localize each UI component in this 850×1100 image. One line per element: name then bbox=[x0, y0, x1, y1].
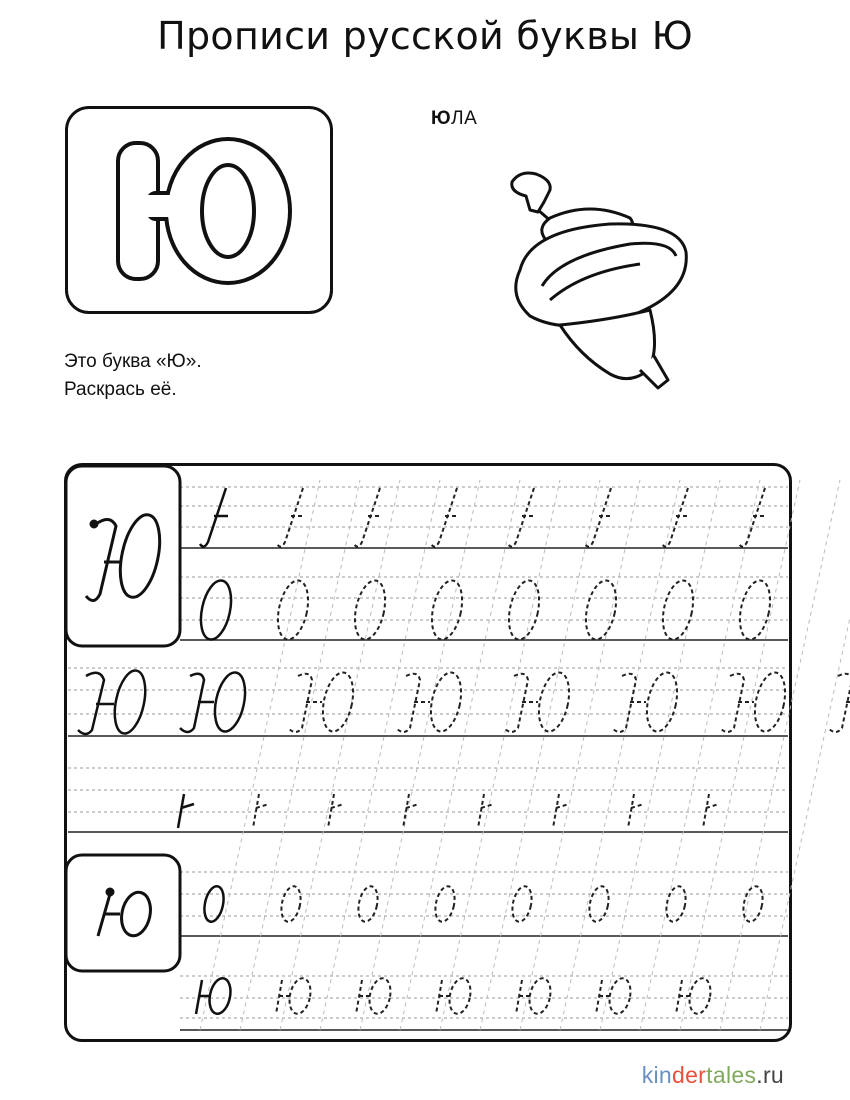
trace-oval-lower bbox=[201, 885, 226, 924]
trace-lowercase-yu bbox=[356, 976, 394, 1015]
stroke-path bbox=[508, 488, 536, 547]
slant-line bbox=[680, 480, 800, 1030]
trace-capital-yu bbox=[720, 670, 790, 735]
slant-line bbox=[280, 480, 400, 1030]
yu-stem-path bbox=[504, 674, 538, 732]
trace-oval-lower bbox=[586, 885, 611, 924]
trace-lowercase-yu bbox=[596, 976, 634, 1015]
trace-oval-capital bbox=[581, 578, 621, 643]
slant-line bbox=[320, 480, 440, 1030]
brand-logo: kindertales.ru bbox=[641, 1062, 784, 1088]
lower-yu-stem-path bbox=[676, 980, 690, 1014]
slant-line bbox=[400, 480, 520, 1030]
trace-stroke-lower bbox=[478, 794, 494, 828]
trace-lowercase-yu bbox=[196, 976, 234, 1015]
lower-oval-path bbox=[509, 885, 534, 924]
oval-path bbox=[735, 578, 775, 643]
trace-lowercase-yu bbox=[276, 976, 314, 1015]
lower-stroke-path bbox=[478, 794, 494, 828]
trace-stroke-lower bbox=[253, 794, 269, 828]
lower-oval-path bbox=[278, 885, 303, 924]
lower-yu-stem-path bbox=[596, 980, 610, 1014]
slant-line bbox=[520, 480, 640, 1030]
trace-stroke-1 bbox=[200, 488, 228, 547]
slant-line bbox=[240, 480, 360, 1030]
trace-lowercase-yu bbox=[676, 976, 714, 1015]
slant-line bbox=[480, 480, 600, 1030]
stroke-path bbox=[200, 488, 228, 547]
trace-capital-yu bbox=[396, 670, 466, 735]
trace-stroke-lower bbox=[328, 794, 344, 828]
stroke-path bbox=[277, 488, 305, 547]
lower-yu-stem-path bbox=[356, 980, 370, 1014]
stroke-path bbox=[585, 488, 613, 547]
slant-line bbox=[760, 480, 850, 1030]
trace-capital-yu bbox=[180, 670, 250, 735]
lower-yu-stem-path bbox=[196, 980, 210, 1014]
yu-oval-path bbox=[318, 670, 358, 735]
stroke-path bbox=[354, 488, 382, 547]
word-rest: ЛА bbox=[451, 108, 478, 129]
word-highlight: Ю bbox=[431, 108, 452, 129]
lower-stroke-path bbox=[403, 794, 419, 828]
trace-stroke-1 bbox=[431, 488, 459, 547]
trace-oval-lower bbox=[740, 885, 765, 924]
lower-yu-stem-path bbox=[516, 980, 530, 1014]
trace-stroke-1 bbox=[277, 488, 305, 547]
trace-oval-lower bbox=[432, 885, 457, 924]
oval-path bbox=[504, 578, 544, 643]
trace-stroke-1 bbox=[585, 488, 613, 547]
slant-line bbox=[200, 480, 320, 1030]
slant-line bbox=[720, 480, 840, 1030]
slant-line bbox=[440, 480, 560, 1030]
oval-path bbox=[196, 578, 236, 643]
lower-stroke-path bbox=[553, 794, 569, 828]
slant-line bbox=[360, 480, 480, 1030]
slant-line bbox=[640, 480, 760, 1030]
trace-stroke-lower bbox=[178, 794, 194, 828]
trace-oval-capital bbox=[427, 578, 467, 643]
trace-oval-capital bbox=[504, 578, 544, 643]
oval-path bbox=[350, 578, 390, 643]
trace-lowercase-yu bbox=[516, 976, 554, 1015]
trace-oval-lower bbox=[278, 885, 303, 924]
yu-stem-path bbox=[396, 674, 430, 732]
lower-oval-path bbox=[740, 885, 765, 924]
yu-stem-path bbox=[288, 674, 322, 732]
row3-first-capital-yu-icon bbox=[78, 668, 150, 736]
stroke-path bbox=[739, 488, 767, 547]
yu-stem-path bbox=[828, 674, 850, 732]
trace-oval-lower bbox=[509, 885, 534, 924]
yu-stem-path bbox=[720, 674, 754, 732]
trace-stroke-lower bbox=[703, 794, 719, 828]
trace-oval-capital bbox=[273, 578, 313, 643]
trace-stroke-1 bbox=[354, 488, 382, 547]
yu-oval-path bbox=[534, 670, 574, 735]
yu-oval-path bbox=[426, 670, 466, 735]
lower-stroke-path bbox=[703, 794, 719, 828]
lower-yu-stem-path bbox=[276, 980, 290, 1014]
trace-stroke-lower bbox=[553, 794, 569, 828]
instruction-line-2: Раскрась её. bbox=[64, 379, 177, 400]
lower-oval-path bbox=[432, 885, 457, 924]
yu-stem-path bbox=[612, 674, 646, 732]
trace-oval-capital bbox=[196, 578, 236, 643]
trace-oval-capital bbox=[658, 578, 698, 643]
lower-stroke-path bbox=[628, 794, 644, 828]
trace-stroke-1 bbox=[739, 488, 767, 547]
oval-path bbox=[273, 578, 313, 643]
lower-stroke-path bbox=[178, 794, 194, 828]
trace-lowercase-yu bbox=[436, 976, 474, 1015]
instruction-line-1: Это буква «Ю». bbox=[64, 351, 202, 372]
trace-capital-yu bbox=[828, 670, 850, 735]
lower-yu-stem-path bbox=[436, 980, 450, 1014]
trace-oval-lower bbox=[355, 885, 380, 924]
yu-oval-path bbox=[642, 670, 682, 735]
trace-stroke-lower bbox=[628, 794, 644, 828]
yu-oval-path bbox=[210, 670, 250, 735]
trace-stroke-1 bbox=[508, 488, 536, 547]
yu-oval-path bbox=[750, 670, 790, 735]
trace-capital-yu bbox=[504, 670, 574, 735]
trace-capital-yu bbox=[288, 670, 358, 735]
trace-stroke-lower bbox=[403, 794, 419, 828]
oval-path bbox=[427, 578, 467, 643]
stroke-path bbox=[431, 488, 459, 547]
oval-path bbox=[581, 578, 621, 643]
slant-line bbox=[560, 480, 680, 1030]
trace-oval-capital bbox=[350, 578, 390, 643]
slant-line bbox=[600, 480, 720, 1030]
lower-stroke-path bbox=[253, 794, 269, 828]
yu-stem-path bbox=[180, 674, 214, 732]
slant-lines bbox=[200, 480, 850, 1030]
lower-stroke-path bbox=[328, 794, 344, 828]
lower-oval-path bbox=[355, 885, 380, 924]
oval-path bbox=[658, 578, 698, 643]
trace-capital-yu bbox=[612, 670, 682, 735]
lower-oval-path bbox=[586, 885, 611, 924]
page-title: Прописи русской буквы Ю bbox=[157, 14, 693, 58]
trace-oval-capital bbox=[735, 578, 775, 643]
lower-oval-path bbox=[201, 885, 226, 924]
